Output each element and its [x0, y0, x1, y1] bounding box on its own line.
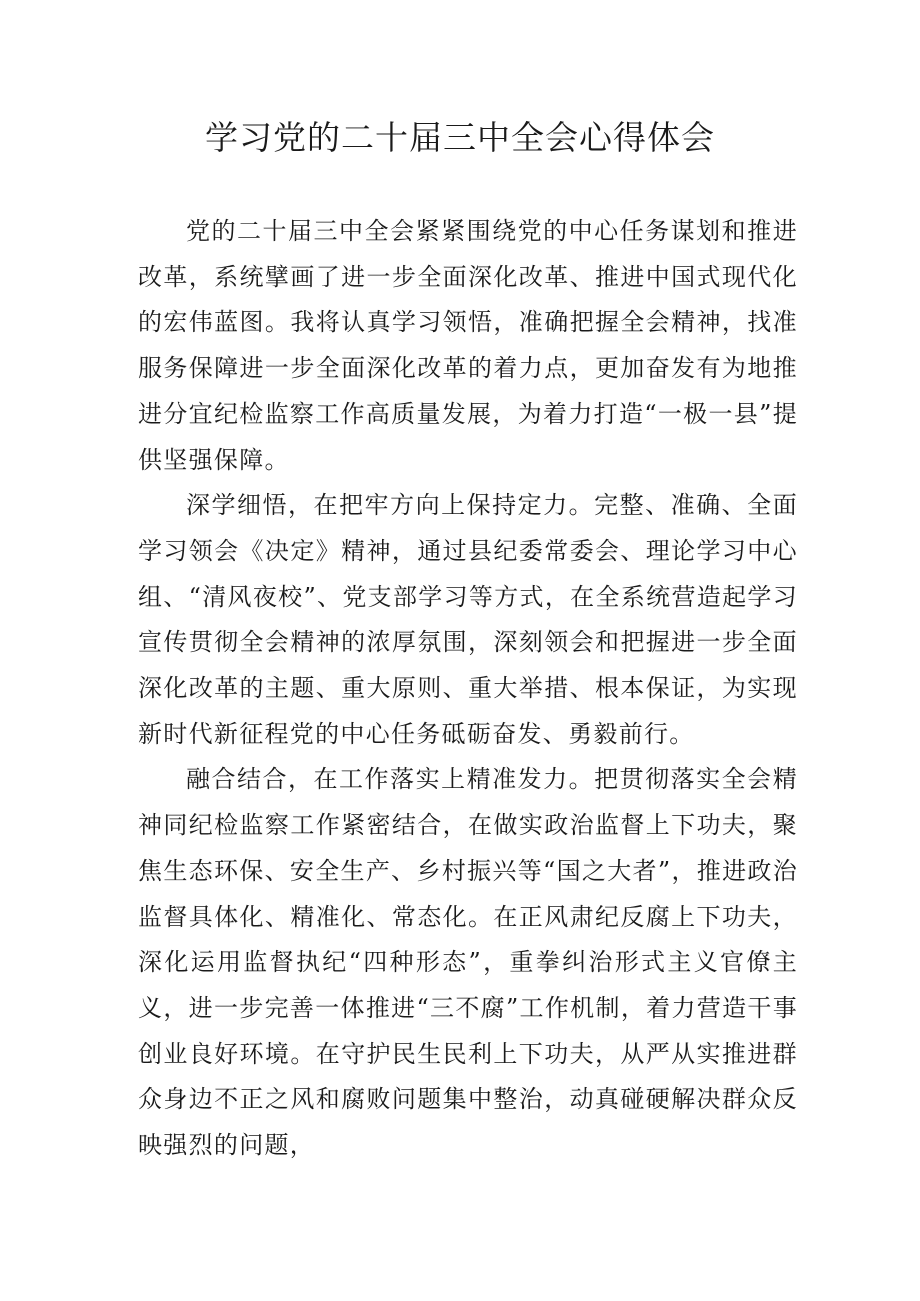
paragraph-1: 党的二十届三中全会紧紧围绕党的中心任务谋划和推进改革，系统擘画了进一步全面深化改革、推进中国式现代化的宏伟蓝图。我将认真学习领悟，准确把握全会精神，找准服务保障进一步全面深化改革的着力点，更加奋发有为地推进分宜纪检监察工作高质量发展，为着力打造“一极一县”提供坚强保障。 — [138, 217, 798, 474]
document-title: 学习党的二十届三中全会心得体会 — [205, 118, 715, 157]
document-body — [138, 209, 798, 1169]
paragraph-3: 融合结合，在工作落实上精准发力。把贯彻落实全会精神同纪检监察工作紧密结合，在做实政治监督上下功夫，聚焦生态环保、安全生产、乡村振兴等“国之大者”，推进政治监督具体化、精准化、常态化。在正风肃纪反腐上下功夫，深化运用监督执纪“四种形态”，重拳纠治形式主义官僚主义，进一步完善一体推进“三不腐”工作机制，着力营造干事创业良好环境。在守护民生民利上下功夫，从严从实推进群众身边不正之风和腐败问题集中整治，动真碰硬解决群众反映强烈的问题， — [138, 765, 798, 1160]
paragraph-2: 深学细悟，在把牢方向上保持定力。完整、准确、全面学习领会《决定》精神，通过县纪委常委会、理论学习中心组、“清风夜校”、党支部学习等方式，在全系统营造起学习宣传贯彻全会精神的浓厚氛围，深刻领会和把握进一步全面深化改革的主题、重大原则、重大举措、根本保证，为实现新时代新征程党的中心任务砥砺奋发、勇毅前行。 — [138, 491, 798, 748]
